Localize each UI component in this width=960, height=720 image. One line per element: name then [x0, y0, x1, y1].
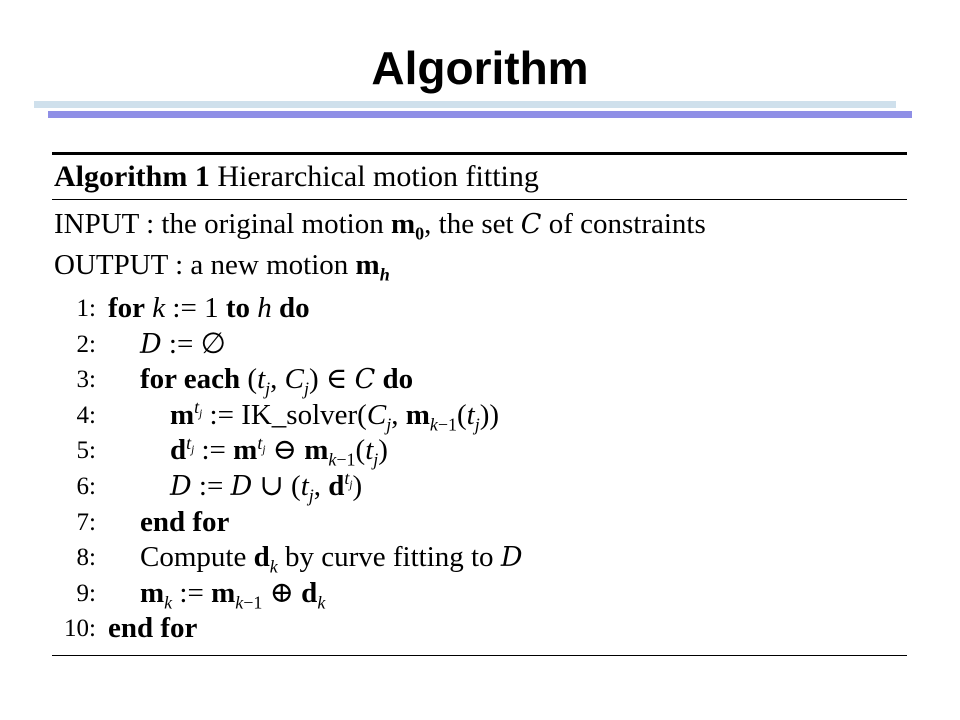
input-middle: , the set [424, 208, 514, 240]
algo-line-2 [52, 327, 907, 363]
title-underline-light [34, 101, 896, 108]
algorithm-caption [52, 155, 907, 199]
line-number: 7: [76, 508, 96, 536]
algorithm-label: Algorithm 1 [54, 160, 210, 193]
output-line [54, 245, 907, 285]
line-number: 2: [76, 330, 96, 358]
io-block [52, 200, 907, 285]
line-number: 6: [76, 472, 96, 500]
math-C: C [520, 209, 542, 240]
algo-line-10 [52, 611, 907, 647]
input-prefix: INPUT : the original motion [54, 208, 384, 240]
algo-line-3 [52, 362, 907, 398]
line-code: $m_k$ := $m_{k-1}$ ⊕ $d_k$ [140, 576, 326, 613]
line-code: $d^{t_j}$ := $m^{t_j}$ ⊖ $m_{k-1}(t_j)$ [170, 432, 388, 470]
algorithm-box [52, 152, 907, 656]
input-line [54, 204, 907, 245]
line-number: 5: [76, 437, 96, 465]
algo-line-8 [52, 540, 907, 576]
algo-line-9 [52, 576, 907, 612]
line-number: 8: [76, 544, 96, 572]
slide-title: Algorithm [371, 42, 589, 94]
math-mh: $m_h$ [355, 249, 390, 285]
algo-line-4 [52, 398, 907, 434]
line-code: for k := 1 to h do [108, 292, 310, 324]
math: h [257, 292, 272, 324]
math-m0: $m_0$ [390, 208, 425, 244]
keyword: for [108, 292, 146, 324]
keyword: end for [108, 612, 198, 645]
input-suffix: of constraints [548, 208, 706, 240]
algorithm-lines [52, 285, 907, 655]
line-number: 9: [76, 579, 96, 607]
ik-solver-label: IK_solver [241, 398, 358, 431]
algo-line-6 [52, 469, 907, 505]
compute-suffix: by curve fitting to [284, 541, 494, 574]
algo-line-7 [52, 505, 907, 541]
math: k [152, 292, 166, 324]
algorithm-title: Hierarchical motion fitting [217, 160, 539, 193]
keyword: to [225, 292, 250, 324]
line-number: 4: [76, 401, 96, 429]
compute-prefix: Compute [140, 541, 247, 574]
keyword: end for [140, 505, 230, 538]
line-code: Compute $d_k$ by curve fitting to D [140, 541, 523, 577]
keyword: do [279, 292, 310, 324]
bottom-rule [52, 655, 907, 656]
line-code: $m^{t_j}$ := $IK\_solver(C_j$, $m_{k-1}(t_j)$) [170, 397, 500, 435]
algo-line-1 [52, 291, 907, 327]
line-number: 1: [76, 295, 96, 322]
line-code: D := ∅ [140, 327, 226, 360]
keyword: do [382, 363, 414, 396]
line-code: for each ($t_j$, $C_j$) ∈ C do [140, 363, 414, 399]
output-prefix: OUTPUT : a new motion [54, 249, 349, 281]
line-code: D := D ∪ ($t_j$, $d^{t_j}$) [170, 468, 363, 506]
title-underline-dark [48, 111, 912, 118]
keyword: for each [140, 363, 241, 396]
line-number: 3: [76, 366, 96, 394]
algo-line-5 [52, 433, 907, 469]
line-number: 10: [64, 615, 96, 643]
